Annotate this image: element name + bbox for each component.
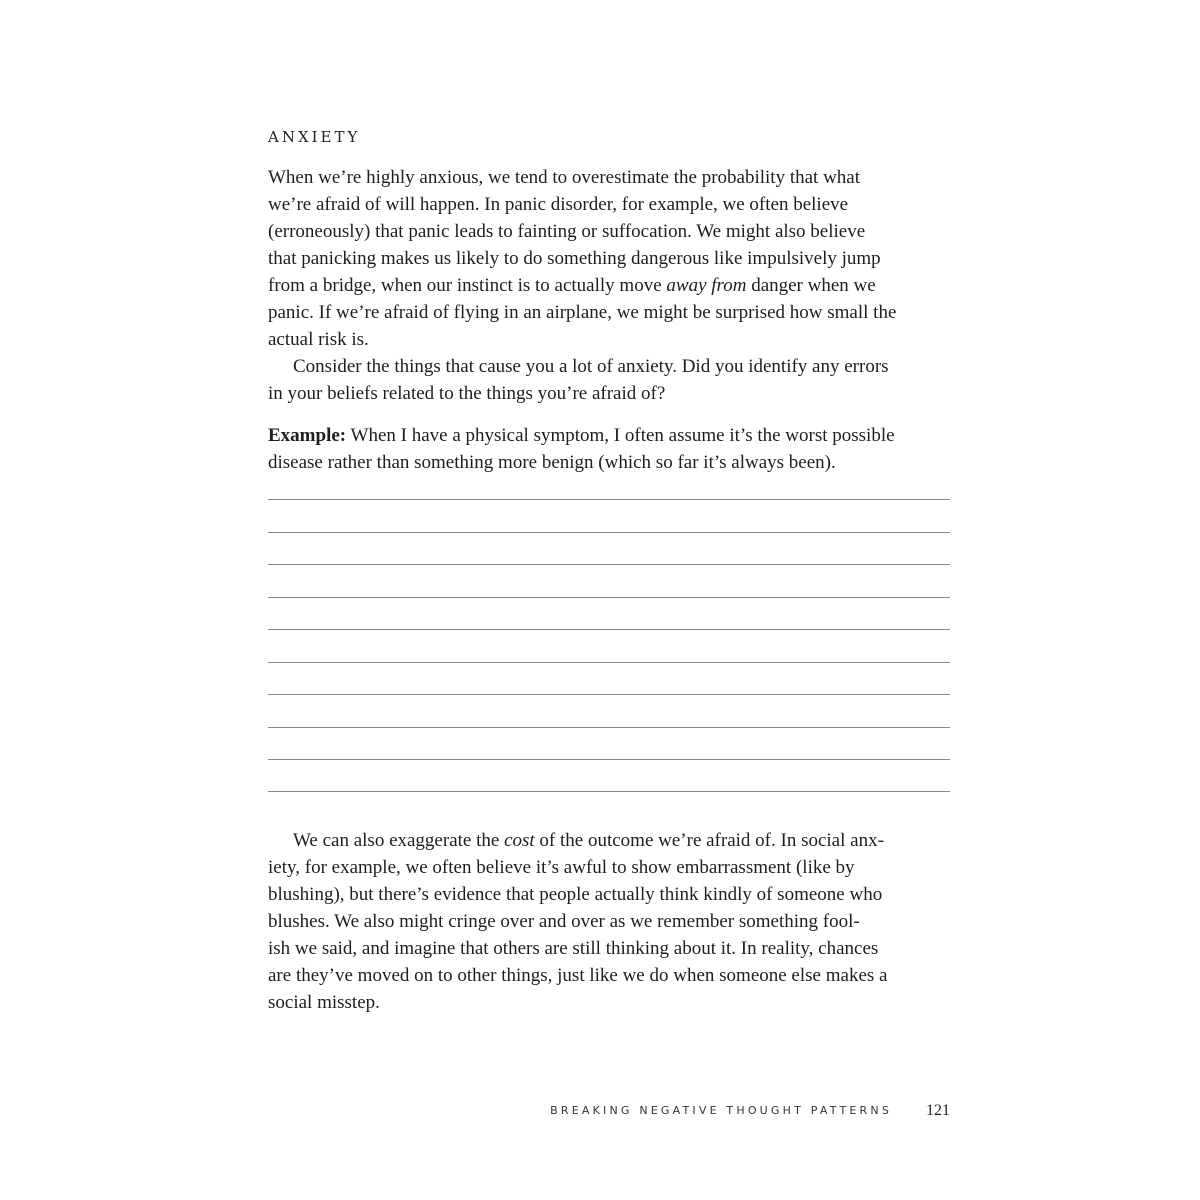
text-segment: When I have a physical symptom, I often assume it’s the worst possible [346,425,895,446]
text-line: in your beliefs related to the things you’re afraid of? [268,383,666,404]
writing-rule [268,499,950,500]
writing-rule [268,564,950,565]
example-paragraph [268,422,950,476]
writing-rule [268,759,950,760]
writing-rule [268,791,950,792]
text-line: we’re afraid of will happen. In panic disorder, for example, we often believe [268,194,849,215]
text-line: When we’re highly anxious, we tend to overestimate the probability that what [268,167,860,188]
book-page [268,0,950,1200]
text-line: iety, for example, we often believe it’s awful to show embarrassment (like by [268,857,855,878]
body-paragraph-overestimation [268,164,950,407]
text-line: panic. If we’re afraid of flying in an airplane, we might be surprised how small the [268,302,897,323]
text-segment: We can also exaggerate the [293,830,505,851]
text-segment: of the outcome we’re afraid of. In social anx- [534,830,884,851]
text-line: blushing), but there’s evidence that people actually think kindly of someone who [268,884,883,905]
writing-rule [268,662,950,663]
text-line: actual risk is. [268,329,369,350]
writing-rule [268,629,950,630]
text-segment: danger when we [751,275,876,296]
text-line: are they’ve moved on to other things, just like we do when someone else makes a [268,965,888,986]
text-segment: from a bridge, when our instinct is to actually move [268,275,667,296]
emphasis-text: away from [666,275,747,296]
text-line: that panicking makes us likely to do something dangerous like impulsively jump [268,248,881,269]
writing-rule [268,532,950,533]
text-line: (erroneously) that panic leads to fainting or suffocation. We might also believe [268,221,866,242]
page-number: 121 [926,1102,950,1119]
text-line: social misstep. [268,992,380,1013]
body-paragraph-cost [268,827,950,1016]
section-heading: ANXIETY [268,128,361,146]
text-line [268,272,950,299]
text-line [268,827,950,854]
text-line: disease rather than something more benign (which so far it’s always been). [268,452,836,473]
writing-rule [268,597,950,598]
running-head: BREAKING NEGATIVE THOUGHT PATTERNS [550,1104,892,1117]
text-line [268,422,950,449]
writing-area[interactable] [268,499,950,794]
writing-rule [268,727,950,728]
text-line: Consider the things that cause you a lot of anxiety. Did you identify any errors [293,356,889,377]
example-label: Example: [268,425,347,446]
text-line: blushes. We also might cringe over and over as we remember something fool- [268,911,860,932]
writing-rule [268,694,950,695]
page-footer [268,1102,950,1122]
text-line: ish we said, and imagine that others are still thinking about it. In reality, chances [268,938,879,959]
emphasis-text: cost [504,830,535,851]
